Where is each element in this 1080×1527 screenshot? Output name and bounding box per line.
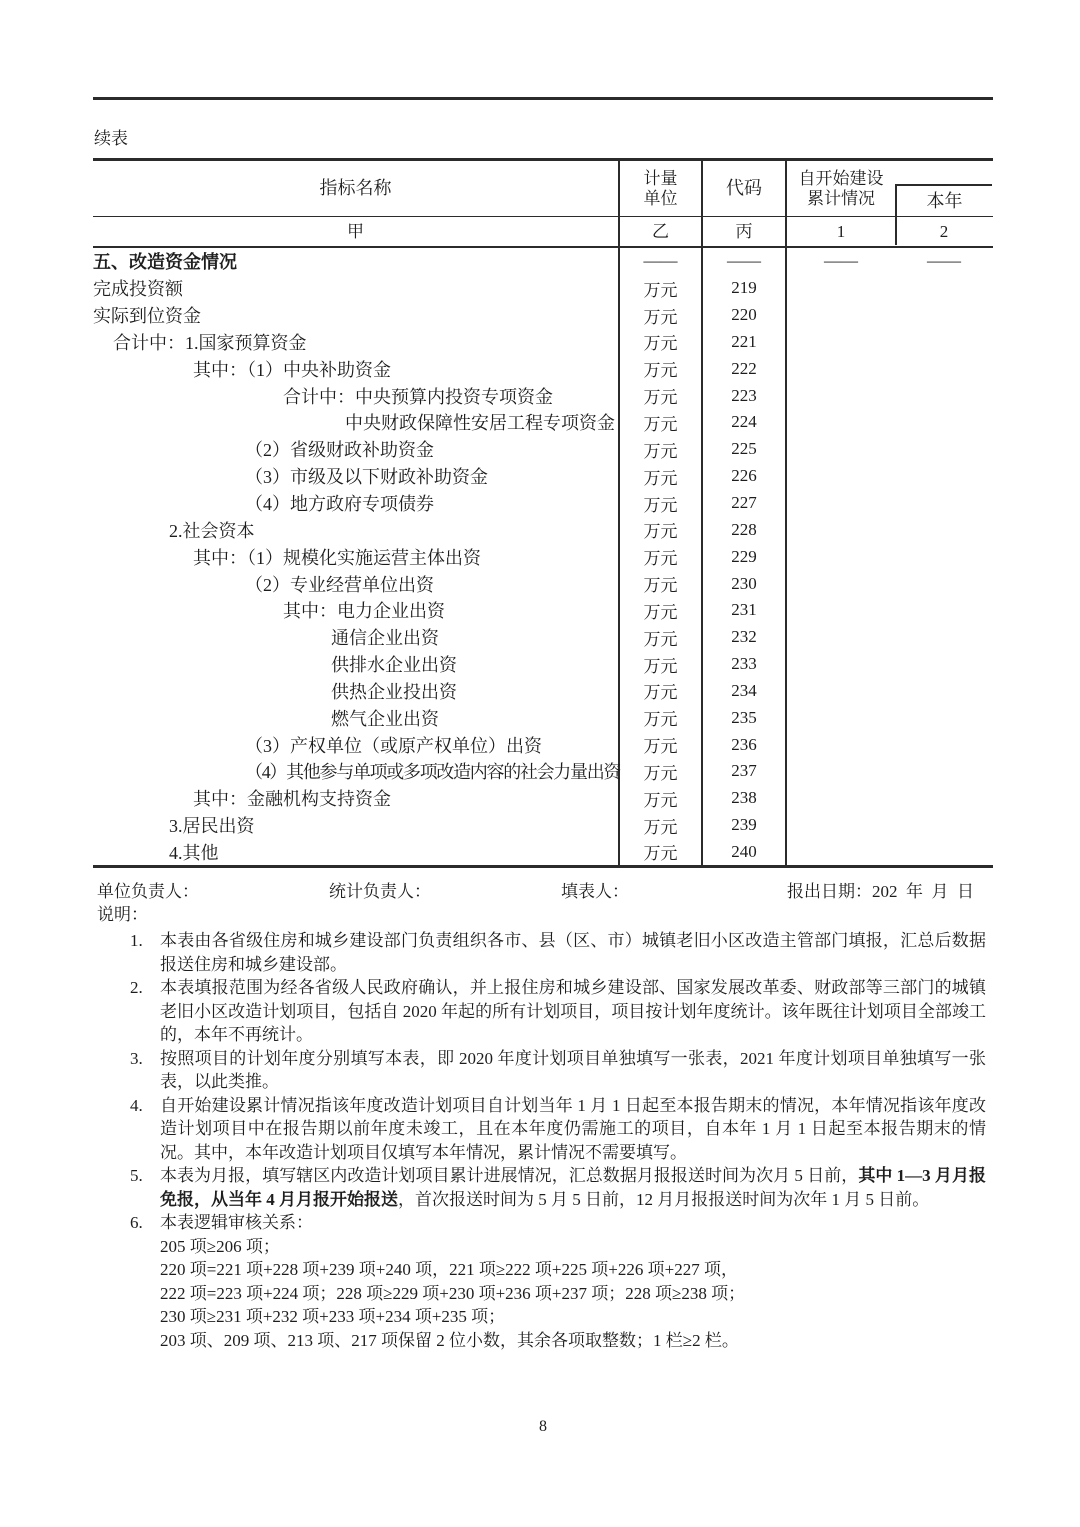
- note-body: [160, 1094, 986, 1165]
- unit-cell: 万元: [620, 570, 703, 597]
- unit-cell: 万元: [620, 678, 703, 705]
- table-row: [93, 731, 993, 758]
- unit-cell: 万元: [620, 624, 703, 651]
- table-row: [93, 436, 993, 463]
- indicator-name-cell: 燃气企业出资: [93, 704, 620, 731]
- cumulative-value-cell: [787, 516, 895, 543]
- table-body: [93, 248, 993, 868]
- note-formula-line: 222 项=223 项+224 项；228 项≥229 项+230 项+236 项+237 项；228 项≥238 项；: [160, 1283, 746, 1303]
- indicator-name-cell: 合计中：1.国家预算资金: [93, 329, 620, 356]
- code-cell: 220: [703, 302, 787, 329]
- indicator-name-cell: 4.其他: [93, 839, 620, 866]
- unit-cell: 万元: [620, 409, 703, 436]
- header-yi: 乙: [620, 217, 703, 246]
- table-row: [93, 382, 993, 409]
- note-formula-line: 230 项≥231 项+232 项+233 项+234 项+235 项；: [160, 1307, 506, 1327]
- cumulative-value-cell: [787, 704, 895, 731]
- code-cell: 225: [703, 436, 787, 463]
- table-row: [93, 839, 993, 866]
- table-row: [93, 275, 993, 302]
- table-row: [93, 651, 993, 678]
- unit-cell: 万元: [620, 382, 703, 409]
- note-item: [93, 929, 993, 976]
- table-row: [93, 543, 993, 570]
- cumulative-value-cell: [787, 382, 895, 409]
- table-row: [93, 516, 993, 543]
- code-cell: 236: [703, 731, 787, 758]
- page-top-rule: [93, 97, 993, 100]
- table-row: [93, 678, 993, 705]
- current-year-value-cell: [895, 812, 993, 839]
- table-row: [93, 785, 993, 812]
- note-number: 2.: [130, 978, 143, 998]
- code-cell: 234: [703, 678, 787, 705]
- code-cell: 221: [703, 329, 787, 356]
- current-year-value-cell: [895, 436, 993, 463]
- indicator-name-cell: 其中：（1）中央补助资金: [93, 355, 620, 382]
- unit-cell: 万元: [620, 758, 703, 785]
- unit-cell: 万元: [620, 329, 703, 356]
- indicator-name-cell: 中央财政保障性安居工程专项资金: [93, 409, 620, 436]
- table-row: [93, 704, 993, 731]
- current-year-value-cell: [895, 785, 993, 812]
- header-cumulative-since-start: 自开始建设 累计情况: [798, 168, 884, 208]
- table-row: [93, 758, 993, 785]
- table-row: [93, 329, 993, 356]
- unit-cell: 万元: [620, 463, 703, 490]
- code-cell: 226: [703, 463, 787, 490]
- note-text: 按照项目的计划年度分别填写本表，即 2020 年度计划项目单独填写一张表，2021 年度计划项目单独填写一张表，以此类推。: [160, 1048, 986, 1092]
- header-code: 代码: [703, 161, 787, 216]
- cumulative-value-cell: [787, 651, 895, 678]
- unit-cell: 万元: [620, 275, 703, 302]
- note-text: 本表逻辑审核关系：: [160, 1213, 313, 1233]
- indicator-name-cell: （3）产权单位（或原产权单位）出资: [93, 731, 620, 758]
- unit-cell: 万元: [620, 731, 703, 758]
- code-cell: 229: [703, 543, 787, 570]
- note-body: [160, 1164, 986, 1211]
- table-row: [93, 248, 993, 275]
- current-year-value-cell: [895, 355, 993, 382]
- current-year-value-cell: ——: [927, 251, 961, 271]
- notes-title: 说明：: [97, 905, 148, 925]
- indicator-name-cell: （4）其他参与单项或多项改造内容的社会力量出资: [93, 758, 620, 785]
- code-cell: 219: [703, 275, 787, 302]
- statistics-head-label: 统计负责人：: [329, 882, 431, 902]
- code-cell: 240: [703, 839, 787, 866]
- current-year-value-cell: [895, 302, 993, 329]
- note-item: [93, 1211, 993, 1352]
- table-row: [93, 409, 993, 436]
- indicator-name-cell: 其中：（1）规模化实施运营主体出资: [93, 543, 620, 570]
- note-number: 6.: [130, 1213, 143, 1233]
- header-indicator-name: 指标名称: [93, 161, 620, 216]
- current-year-value-cell: [895, 651, 993, 678]
- header-col-2: 2: [939, 221, 949, 241]
- note-number: 3.: [130, 1048, 143, 1068]
- current-year-value-cell: [895, 678, 993, 705]
- cumulative-value-cell: [787, 731, 895, 758]
- current-year-value-cell: [895, 463, 993, 490]
- unit-cell: 万元: [620, 785, 703, 812]
- code-cell: 230: [703, 570, 787, 597]
- table-header-row-1: [93, 161, 993, 217]
- cumulative-value-cell: [787, 436, 895, 463]
- unit-cell: 万元: [620, 839, 703, 866]
- code-cell: 224: [703, 409, 787, 436]
- indicator-name-cell: 供排水企业出资: [93, 651, 620, 678]
- table-row: [93, 355, 993, 382]
- unit-cell: 万元: [620, 516, 703, 543]
- table-row: [93, 812, 993, 839]
- note-number: 1.: [130, 931, 143, 951]
- current-year-value-cell: [895, 839, 993, 866]
- current-year-value-cell: [895, 329, 993, 356]
- cumulative-value-cell: [787, 490, 895, 517]
- header-measure-unit: 计量 单位: [620, 161, 703, 216]
- cumulative-value-cell: [787, 839, 895, 866]
- code-cell: ——: [703, 248, 787, 275]
- header-col-1: 1: [836, 221, 846, 241]
- table-row: [93, 490, 993, 517]
- note-item: [93, 976, 993, 1047]
- statistics-table: [93, 158, 993, 868]
- unit-cell: 万元: [620, 812, 703, 839]
- current-year-value-cell: [895, 758, 993, 785]
- indicator-name-cell: 合计中：中央预算内投资专项资金: [93, 382, 620, 409]
- current-year-value-cell: [895, 382, 993, 409]
- indicator-name-cell: 2.社会资本: [93, 516, 620, 543]
- table-row: [93, 624, 993, 651]
- cumulative-value-cell: [787, 275, 895, 302]
- header-bing: 丙: [703, 217, 787, 246]
- current-year-value-cell: [895, 704, 993, 731]
- form-filler-label: 填表人：: [561, 882, 629, 902]
- current-year-value-cell: [895, 516, 993, 543]
- note-formula-line: 205 项≥206 项；: [160, 1236, 280, 1256]
- note-number: 5.: [130, 1166, 143, 1186]
- indicator-name-cell: 其中：金融机构支持资金: [93, 785, 620, 812]
- cumulative-value-cell: [787, 463, 895, 490]
- current-year-header-box: 本年: [895, 184, 992, 245]
- note-body: [160, 929, 986, 976]
- note-text: 本表由各省级住房和城乡建设部门负责组织各市、县（区、市）城镇老旧小区改造主管部门填报，汇总后数据报送住房和城乡建设部。: [160, 931, 986, 974]
- note-text: 本表填报范围为经各省级人民政府确认，并上报住房和城乡建设部、国家发展改革委、财政部等三部门的城镇老旧小区改造计划项目，包括自 2020 年起的所有计划项目，项目按计划年度统计。该年既往计划项目全部竣工的，本年不再统计。: [160, 978, 986, 1045]
- table-row: [93, 597, 993, 624]
- cumulative-value-cell: [787, 543, 895, 570]
- code-cell: 232: [703, 624, 787, 651]
- code-cell: 235: [703, 704, 787, 731]
- indicator-name-cell: 实际到位资金: [93, 302, 620, 329]
- code-cell: 237: [703, 758, 787, 785]
- code-cell: 227: [703, 490, 787, 517]
- indicator-name-cell: 五、改造资金情况: [93, 248, 620, 275]
- code-cell: 222: [703, 355, 787, 382]
- code-cell: 239: [703, 812, 787, 839]
- cumulative-value-cell: [787, 597, 895, 624]
- note-item: [93, 1047, 993, 1094]
- current-year-value-cell: [895, 624, 993, 651]
- note-item: [93, 1094, 993, 1165]
- note-formula-line: 220 项=221 项+228 项+239 项+240 项，221 项≥222 项+225 项+226 项+227 项，: [160, 1260, 738, 1280]
- cumulative-value-cell: [787, 570, 895, 597]
- cumulative-value-cell: [787, 812, 895, 839]
- current-year-value-cell: [895, 543, 993, 570]
- note-item: [93, 1164, 993, 1211]
- signature-row: [93, 875, 993, 901]
- unit-cell: 万元: [620, 355, 703, 382]
- unit-cell: 万元: [620, 490, 703, 517]
- code-cell: 223: [703, 382, 787, 409]
- note-body: [160, 976, 986, 1047]
- table-header-row-2: [93, 217, 993, 248]
- cumulative-value-cell: [787, 758, 895, 785]
- page-number: 8: [539, 1418, 547, 1436]
- unit-cell: 万元: [620, 302, 703, 329]
- note-number: 4.: [130, 1095, 143, 1115]
- indicator-name-cell: 供热企业投出资: [93, 678, 620, 705]
- table-row: [93, 463, 993, 490]
- page-content: [93, 0, 993, 1436]
- cumulative-value-cell: [787, 355, 895, 382]
- cumulative-value-cell: [787, 624, 895, 651]
- notes-list: [93, 929, 993, 1352]
- current-year-value-cell: [895, 409, 993, 436]
- indicator-name-cell: （4）地方政府专项债券: [93, 490, 620, 517]
- unit-cell: 万元: [620, 704, 703, 731]
- continued-table-label: 续表: [94, 129, 128, 148]
- table-row: [93, 570, 993, 597]
- note-text: 本表为月报，填写辖区内改造计划项目累计进展情况，汇总数据月报报送时间为次月 5 日前，其中 1—3 月月报免报，从当年 4 月月报开始报送，首次报送时间为 5 月 5 日前，12 月月报报送时间为次年 1 月 5 日前。: [160, 1166, 986, 1209]
- unit-cell: ——: [620, 248, 703, 275]
- note-text: 自开始建设累计情况指该年度改造计划项目自计划当年 1 月 1 日起至本报告期末的情况，本年情况指该年度改造计划项目中在报告期以前年度未竣工，且在本年度仍需施工的项目，自本年 1 月 1 日起至本报告期末的情况。其中，本年改造计划项目仅填写本年情况，累计情况不需要填写。: [160, 1095, 986, 1162]
- indicator-name-cell: （2）省级财政补助资金: [93, 436, 620, 463]
- unit-cell: 万元: [620, 651, 703, 678]
- report-date-label: 报出日期：202 年 月 日: [787, 882, 974, 902]
- indicator-name-cell: 3.居民出资: [93, 812, 620, 839]
- unit-cell: 万元: [620, 597, 703, 624]
- note-body: [160, 1211, 986, 1352]
- indicator-name-cell: （3）市级及以下财政补助资金: [93, 463, 620, 490]
- current-year-value-cell: [895, 731, 993, 758]
- code-cell: 228: [703, 516, 787, 543]
- indicator-name-cell: （2）专业经营单位出资: [93, 570, 620, 597]
- indicator-name-cell: 完成投资额: [93, 275, 620, 302]
- current-year-value-cell: [895, 275, 993, 302]
- cumulative-value-cell: [787, 678, 895, 705]
- note-body: [160, 1047, 986, 1094]
- unit-cell: 万元: [620, 543, 703, 570]
- header-jia: 甲: [93, 217, 620, 246]
- cumulative-value-cell: [787, 409, 895, 436]
- indicator-name-cell: 通信企业出资: [93, 624, 620, 651]
- current-year-value-cell: [895, 597, 993, 624]
- current-year-value-cell: [895, 570, 993, 597]
- cumulative-value-cell: [787, 302, 895, 329]
- table-row: [93, 302, 993, 329]
- cumulative-value-cell: [787, 785, 895, 812]
- indicator-name-cell: 其中：电力企业出资: [93, 597, 620, 624]
- cumulative-value-cell: [787, 329, 895, 356]
- code-cell: 233: [703, 651, 787, 678]
- unit-head-label: 单位负责人：: [97, 882, 199, 902]
- cumulative-value-cell: ——: [824, 251, 858, 271]
- current-year-value-cell: [895, 490, 993, 517]
- note-formula-line: 203 项、209 项、213 项、217 项保留 2 位小数，其余各项取整数；1 栏≥2 栏。: [160, 1330, 739, 1350]
- code-cell: 238: [703, 785, 787, 812]
- unit-cell: 万元: [620, 436, 703, 463]
- code-cell: 231: [703, 597, 787, 624]
